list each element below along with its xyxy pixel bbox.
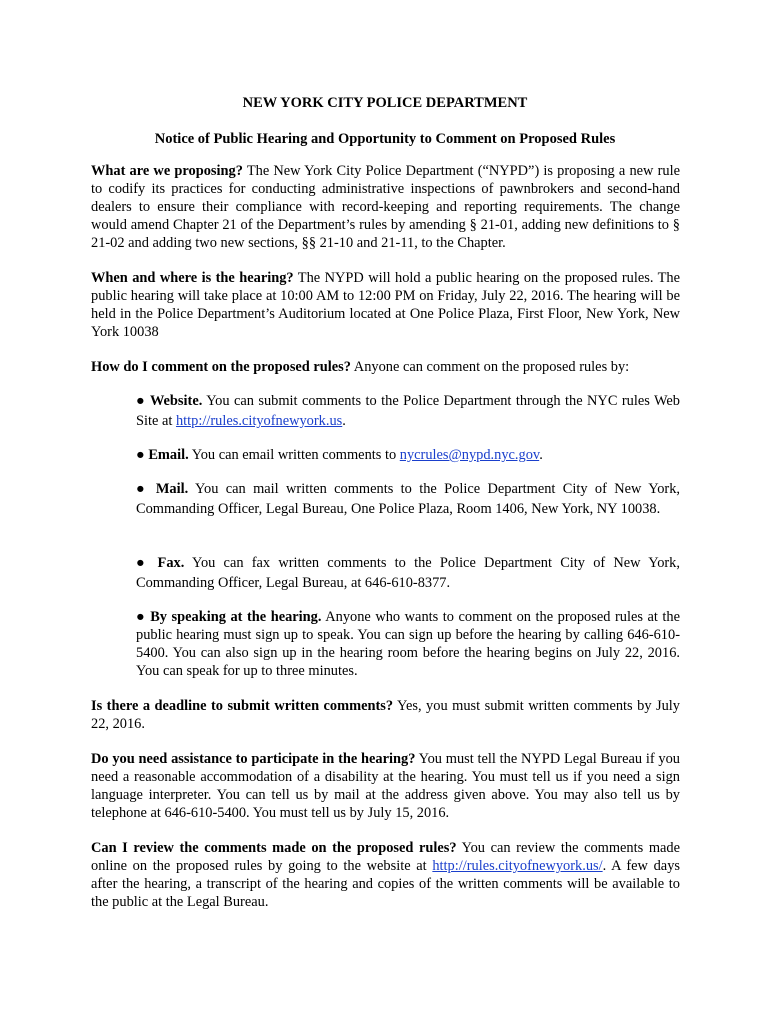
- department-title: NEW YORK CITY POLICE DEPARTMENT: [242, 95, 528, 111]
- bullet-icon: ●: [136, 609, 146, 625]
- bullet-mail: [136, 479, 680, 519]
- bullet-speaking: [136, 608, 680, 680]
- assistance-text: You must tell the NYPD Legal Bureau if you need a reasonable accommodation of a disability at the hearing. You must tell us if you need a sign language interpreter. You can tell us by mail at the address given above. You may also tell us by telephone at 646-610-5400. You must tell us by July 15, 2016.: [91, 751, 680, 821]
- bullet-icon: ●: [136, 447, 145, 463]
- email-label: Email.: [148, 447, 189, 463]
- assistance-paragraph: [91, 750, 680, 822]
- email-text: You can email written comments to: [191, 447, 397, 463]
- fax-text: You can fax written comments to the Police Department City of New York, Commanding Officer, Legal Bureau, at 646-610-8377.: [136, 555, 680, 591]
- review-question: Can I review the comments made on the proposed rules?: [91, 840, 457, 856]
- proposing-paragraph: [91, 162, 680, 252]
- review-text-after: . A few days after the hearing, a transcript of the hearing and copies of the written comments will be available to the public at the Legal Bureau.: [91, 858, 680, 910]
- comment-paragraph: [91, 358, 680, 376]
- email-link[interactable]: nycrules@nypd.nyc.gov: [399, 447, 540, 463]
- review-website-link[interactable]: http://rules.cityofnewyork.us/: [432, 858, 603, 874]
- bullet-icon: ●: [136, 555, 150, 571]
- assistance-question: Do you need assistance to participate in the hearing?: [91, 751, 416, 767]
- review-paragraph: [91, 839, 680, 911]
- deadline-text: Yes, you must submit written comments by July 22, 2016.: [91, 698, 680, 732]
- fax-label: Fax.: [157, 555, 185, 571]
- hearing-paragraph: [91, 269, 680, 341]
- notice-title: Notice of Public Hearing and Opportunity to Comment on Proposed Rules: [154, 131, 616, 147]
- comment-text: Anyone can comment on the proposed rules by:: [353, 359, 630, 375]
- hearing-text: The NYPD will hold a public hearing on the proposed rules. The public hearing will take place at 10:00 AM to 12:00 PM on Friday, July 22, 2016. The hearing will be held in the Police Department’s Auditorium located at One Police Plaza, First Floor, New York, New York 10038: [91, 270, 681, 340]
- website-end: .: [342, 413, 346, 429]
- speaking-label: By speaking at the hearing.: [150, 609, 322, 625]
- bullet-fax: [136, 553, 680, 593]
- deadline-paragraph: [91, 697, 680, 733]
- bullet-icon: ●: [136, 481, 149, 497]
- email-end: .: [539, 447, 543, 463]
- website-text: You can submit comments to the Police Department through the NYC rules Web Site at: [136, 393, 680, 429]
- rules-website-link[interactable]: http://rules.cityofnewyork.us: [175, 413, 343, 429]
- deadline-question: Is there a deadline to submit written comments?: [91, 698, 394, 714]
- hearing-question: When and where is the hearing?: [91, 270, 294, 286]
- website-label: Website.: [149, 393, 203, 409]
- bullet-email: [136, 445, 680, 465]
- review-text-before: You can review the comments made online on the proposed rules by going to the website at: [91, 840, 680, 874]
- mail-label: Mail.: [155, 481, 189, 497]
- mail-text: You can mail written comments to the Police Department City of New York, Commanding Officer, Legal Bureau, One Police Plaza, Room 1406, New York, NY 10038.: [136, 481, 680, 517]
- comment-question: How do I comment on the proposed rules?: [91, 359, 351, 375]
- bullet-website: [136, 391, 680, 431]
- proposing-question: What are we proposing?: [91, 163, 243, 179]
- speaking-text: Anyone who wants to comment on the proposed rules at the public hearing must sign up to speak. You can sign up before the hearing by calling 646-610-5400. You can also sign up in the hearing room before the hearing begins on July 22, 2016. You can speak for up to three minutes.: [136, 609, 680, 679]
- proposing-text: The New York City Police Department (“NYPD”) is proposing a new rule to codify its practices for conducting administrative inspections of pawnbrokers and second-hand dealers to ensure their compliance with record-keeping and reporting requirements. The change would amend Chapter 21 of the Department’s rules by amending § 21-01, adding new definitions to § 21-02 and adding two new sections, §§ 21-10 and 21-11, to the Chapter.: [91, 163, 680, 251]
- bullet-icon: ●: [136, 393, 146, 409]
